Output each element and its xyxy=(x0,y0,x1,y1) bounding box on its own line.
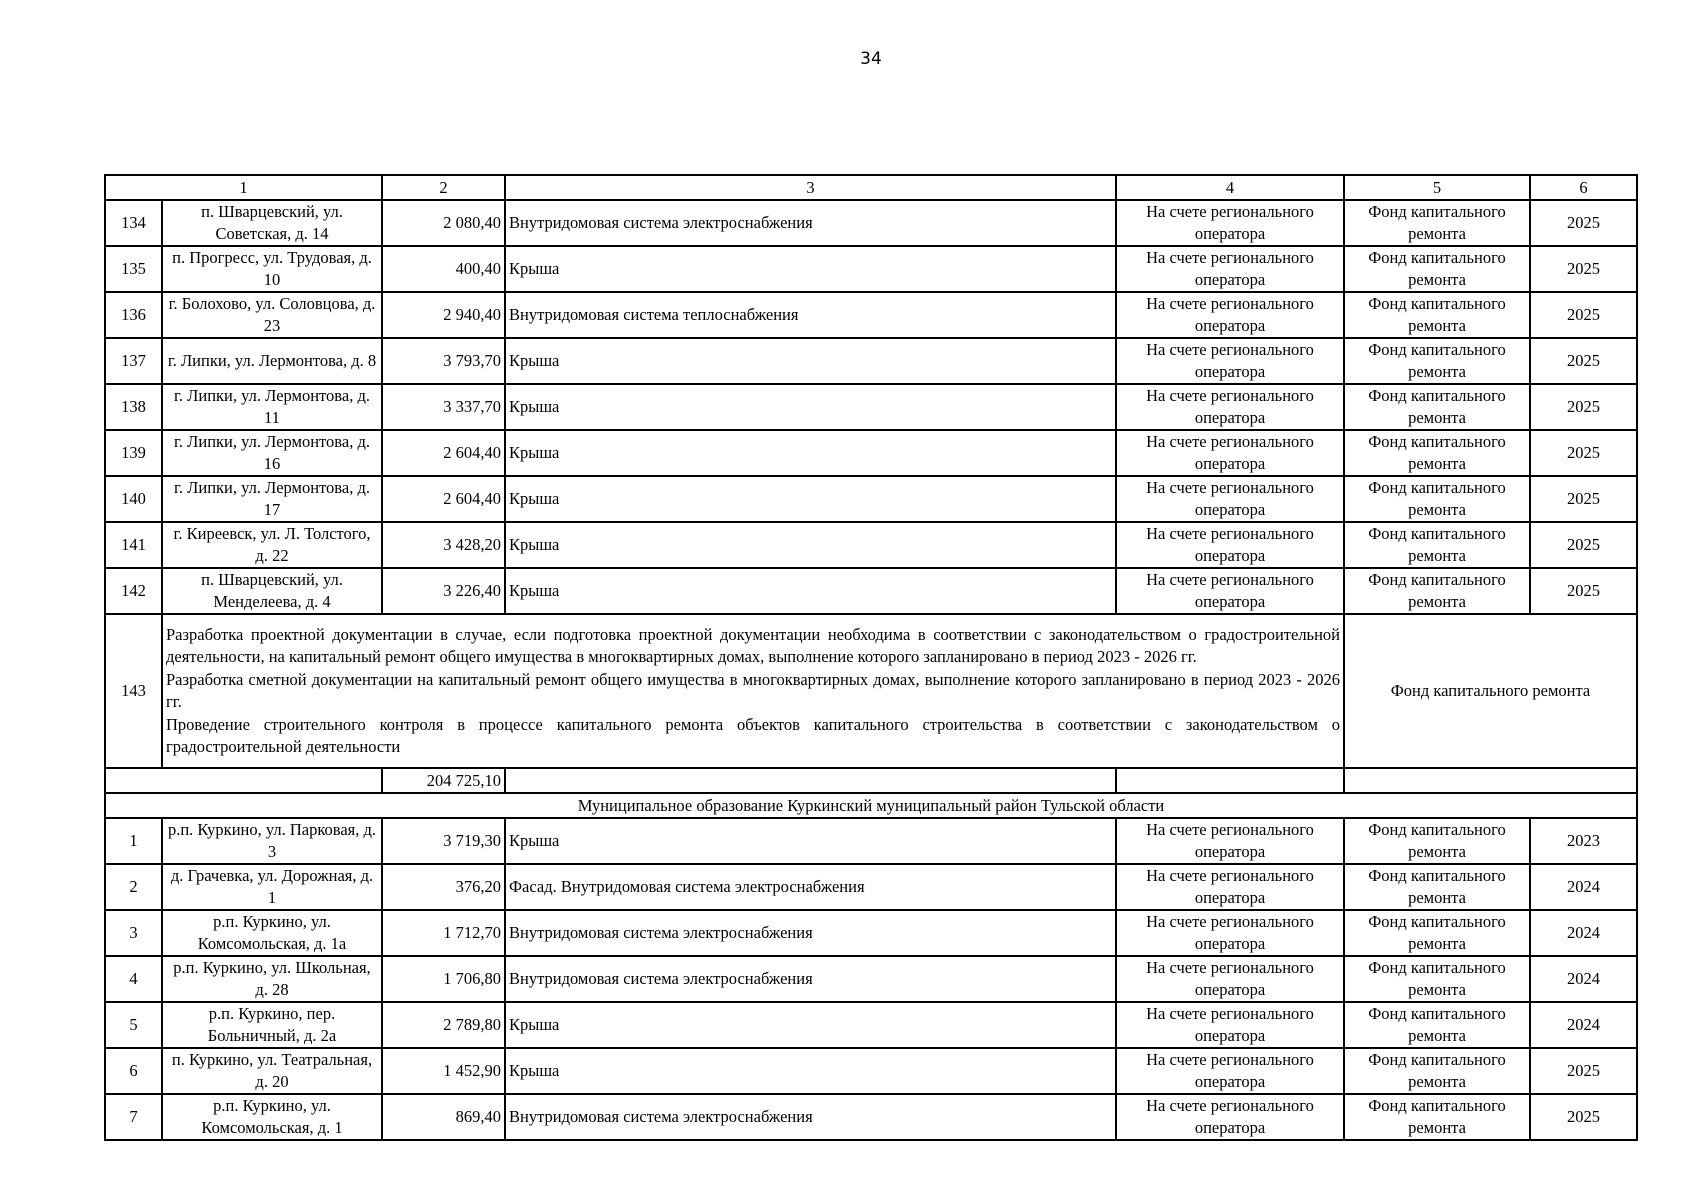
column-header: 6 xyxy=(1530,175,1637,200)
address-cell: р.п. Куркино, ул. Парковая, д. 3 xyxy=(162,818,382,864)
empty-cell xyxy=(105,768,382,793)
row-number-cell: 137 xyxy=(105,338,162,384)
column-header: 5 xyxy=(1344,175,1530,200)
column-header: 2 xyxy=(382,175,505,200)
area-cell: 3 226,40 xyxy=(382,568,505,614)
work-type-cell: Внутридомовая система электроснабжения xyxy=(505,200,1116,246)
funding-source-cell: Фонд капитального ремонта xyxy=(1344,1048,1530,1094)
column-header: 1 xyxy=(105,175,382,200)
account-cell: На счете регионального оператора xyxy=(1116,522,1344,568)
work-type-cell: Крыша xyxy=(505,1048,1116,1094)
account-cell: На счете регионального оператора xyxy=(1116,292,1344,338)
account-cell: На счете регионального оператора xyxy=(1116,1002,1344,1048)
year-cell: 2025 xyxy=(1530,384,1637,430)
table-row xyxy=(105,818,1637,864)
row-number-cell: 143 xyxy=(105,614,162,768)
address-cell: п. Шварцевский, ул. Менделеева, д. 4 xyxy=(162,568,382,614)
empty-cell xyxy=(1116,768,1344,793)
address-cell: р.п. Куркино, ул. Комсомольская, д. 1 xyxy=(162,1094,382,1140)
area-cell: 2 604,40 xyxy=(382,476,505,522)
row-number-cell: 3 xyxy=(105,910,162,956)
funding-source-cell: Фонд капитального ремонта xyxy=(1344,384,1530,430)
address-cell: г. Липки, ул. Лермонтова, д. 16 xyxy=(162,430,382,476)
area-cell: 3 719,30 xyxy=(382,818,505,864)
area-cell: 400,40 xyxy=(382,246,505,292)
address-cell: г. Киреевск, ул. Л. Толстого, д. 22 xyxy=(162,522,382,568)
account-cell: На счете регионального оператора xyxy=(1116,818,1344,864)
year-cell: 2025 xyxy=(1530,338,1637,384)
address-cell: д. Грачевка, ул. Дорожная, д. 1 xyxy=(162,864,382,910)
description-paragraph: Разработка сметной документации на капитальный ремонт общего имущества в многоквартирных домах, выполнение которого запланировано в период 2023 - 2026 гг. xyxy=(166,669,1340,711)
funding-source-cell: Фонд капитального ремонта xyxy=(1344,568,1530,614)
account-cell: На счете регионального оператора xyxy=(1116,910,1344,956)
column-header: 4 xyxy=(1116,175,1344,200)
row-number-cell: 1 xyxy=(105,818,162,864)
total-row xyxy=(105,768,1637,793)
funding-source-cell: Фонд капитального ремонта xyxy=(1344,246,1530,292)
funding-source-cell: Фонд капитального ремонта xyxy=(1344,338,1530,384)
funding-source-cell: Фонд капитального ремонта xyxy=(1344,200,1530,246)
funding-source-cell: Фонд капитального ремонта xyxy=(1344,818,1530,864)
table-row xyxy=(105,200,1637,246)
repair-schedule-table xyxy=(104,174,1638,1141)
account-cell: На счете регионального оператора xyxy=(1116,384,1344,430)
section-title: Муниципальное образование Куркинский муниципальный район Тульской области xyxy=(105,793,1637,818)
address-cell: р.п. Куркино, ул. Комсомольская, д. 1а xyxy=(162,910,382,956)
account-cell: На счете регионального оператора xyxy=(1116,476,1344,522)
year-cell: 2025 xyxy=(1530,568,1637,614)
year-cell: 2025 xyxy=(1530,292,1637,338)
account-cell: На счете регионального оператора xyxy=(1116,956,1344,1002)
work-type-cell: Крыша xyxy=(505,338,1116,384)
year-cell: 2024 xyxy=(1530,910,1637,956)
work-type-cell: Крыша xyxy=(505,430,1116,476)
year-cell: 2025 xyxy=(1530,476,1637,522)
work-type-cell: Внутридомовая система электроснабжения xyxy=(505,910,1116,956)
year-cell: 2024 xyxy=(1530,956,1637,1002)
year-cell: 2025 xyxy=(1530,522,1637,568)
work-type-cell: Внутридомовая система электроснабжения xyxy=(505,1094,1116,1140)
row-number-cell: 139 xyxy=(105,430,162,476)
table-row xyxy=(105,522,1637,568)
address-cell: г. Липки, ул. Лермонтова, д. 8 xyxy=(162,338,382,384)
area-cell: 1 706,80 xyxy=(382,956,505,1002)
funding-source-cell: Фонд капитального ремонта xyxy=(1344,864,1530,910)
address-cell: р.п. Куркино, пер. Больничный, д. 2а xyxy=(162,1002,382,1048)
area-cell: 869,40 xyxy=(382,1094,505,1140)
section-heading-row xyxy=(105,793,1637,818)
year-cell: 2023 xyxy=(1530,818,1637,864)
table-row xyxy=(105,910,1637,956)
work-type-cell: Крыша xyxy=(505,1002,1116,1048)
address-cell: п. Куркино, ул. Театральная, д. 20 xyxy=(162,1048,382,1094)
area-cell: 3 337,70 xyxy=(382,384,505,430)
area-cell: 2 940,40 xyxy=(382,292,505,338)
description-cell xyxy=(162,614,1344,768)
work-type-cell: Крыша xyxy=(505,522,1116,568)
area-cell: 376,20 xyxy=(382,864,505,910)
work-type-cell: Внутридомовая система теплоснабжения xyxy=(505,292,1116,338)
address-cell: п. Шварцевский, ул. Советская, д. 14 xyxy=(162,200,382,246)
work-type-cell: Крыша xyxy=(505,818,1116,864)
area-cell: 2 789,80 xyxy=(382,1002,505,1048)
address-cell: г. Липки, ул. Лермонтова, д. 17 xyxy=(162,476,382,522)
account-cell: На счете регионального оператора xyxy=(1116,1048,1344,1094)
area-cell: 2 080,40 xyxy=(382,200,505,246)
year-cell: 2025 xyxy=(1530,430,1637,476)
description-paragraph: Проведение строительного контроля в процессе капитального ремонта объектов капитального строительства в соответствии с законодательством о градостроительной деятельности xyxy=(166,714,1340,756)
funding-source-cell: Фонд капитального ремонта xyxy=(1344,614,1637,768)
table-row xyxy=(105,292,1637,338)
table-row xyxy=(105,864,1637,910)
year-cell: 2025 xyxy=(1530,200,1637,246)
account-cell: На счете регионального оператора xyxy=(1116,338,1344,384)
table-row xyxy=(105,338,1637,384)
year-cell: 2024 xyxy=(1530,1002,1637,1048)
address-cell: г. Болохово, ул. Соловцова, д. 23 xyxy=(162,292,382,338)
row-number-cell: 140 xyxy=(105,476,162,522)
row-number-cell: 142 xyxy=(105,568,162,614)
area-cell: 1 712,70 xyxy=(382,910,505,956)
page-number: 34 xyxy=(860,49,882,69)
row-number-cell: 5 xyxy=(105,1002,162,1048)
empty-cell xyxy=(505,768,1116,793)
work-type-cell: Крыша xyxy=(505,568,1116,614)
total-area-cell: 204 725,10 xyxy=(382,768,505,793)
funding-source-cell: Фонд капитального ремонта xyxy=(1344,956,1530,1002)
table-row xyxy=(105,246,1637,292)
work-type-cell: Крыша xyxy=(505,246,1116,292)
row-number-cell: 7 xyxy=(105,1094,162,1140)
table-row xyxy=(105,568,1637,614)
table-row xyxy=(105,1048,1637,1094)
account-cell: На счете регионального оператора xyxy=(1116,568,1344,614)
year-cell: 2025 xyxy=(1530,246,1637,292)
account-cell: На счете регионального оператора xyxy=(1116,200,1344,246)
table-row xyxy=(105,956,1637,1002)
account-cell: На счете регионального оператора xyxy=(1116,1094,1344,1140)
row-number-cell: 2 xyxy=(105,864,162,910)
description-paragraph: Разработка проектной документации в случае, если подготовка проектной документации необходима в соответствии с законодательством о градостроительной деятельности, на капитальный ремонт общего имущества в многоквартирных домах, выполнение которого запланировано в период 2023 - 2026 гг. xyxy=(166,624,1340,666)
year-cell: 2025 xyxy=(1530,1094,1637,1140)
table-row xyxy=(105,476,1637,522)
funding-source-cell: Фонд капитального ремонта xyxy=(1344,522,1530,568)
row-number-cell: 135 xyxy=(105,246,162,292)
empty-cell xyxy=(1344,768,1637,793)
funding-source-cell: Фонд капитального ремонта xyxy=(1344,1094,1530,1140)
table-row-design-docs xyxy=(105,614,1637,768)
address-cell: г. Липки, ул. Лермонтова, д. 11 xyxy=(162,384,382,430)
funding-source-cell: Фонд капитального ремонта xyxy=(1344,430,1530,476)
account-cell: На счете регионального оператора xyxy=(1116,430,1344,476)
table-row xyxy=(105,1002,1637,1048)
work-type-cell: Фасад. Внутридомовая система электроснабжения xyxy=(505,864,1116,910)
address-cell: п. Прогресс, ул. Трудовая, д. 10 xyxy=(162,246,382,292)
table-row xyxy=(105,384,1637,430)
year-cell: 2024 xyxy=(1530,864,1637,910)
area-cell: 1 452,90 xyxy=(382,1048,505,1094)
funding-source-cell: Фонд капитального ремонта xyxy=(1344,292,1530,338)
table-row xyxy=(105,1094,1637,1140)
column-header: 3 xyxy=(505,175,1116,200)
row-number-cell: 6 xyxy=(105,1048,162,1094)
table-row xyxy=(105,430,1637,476)
work-type-cell: Крыша xyxy=(505,476,1116,522)
row-number-cell: 138 xyxy=(105,384,162,430)
year-cell: 2025 xyxy=(1530,1048,1637,1094)
account-cell: На счете регионального оператора xyxy=(1116,864,1344,910)
account-cell: На счете регионального оператора xyxy=(1116,246,1344,292)
row-number-cell: 141 xyxy=(105,522,162,568)
area-cell: 3 793,70 xyxy=(382,338,505,384)
address-cell: р.п. Куркино, ул. Школьная, д. 28 xyxy=(162,956,382,1002)
area-cell: 3 428,20 xyxy=(382,522,505,568)
work-type-cell: Крыша xyxy=(505,384,1116,430)
funding-source-cell: Фонд капитального ремонта xyxy=(1344,1002,1530,1048)
work-type-cell: Внутридомовая система электроснабжения xyxy=(505,956,1116,1002)
funding-source-cell: Фонд капитального ремонта xyxy=(1344,476,1530,522)
row-number-cell: 134 xyxy=(105,200,162,246)
area-cell: 2 604,40 xyxy=(382,430,505,476)
row-number-cell: 136 xyxy=(105,292,162,338)
row-number-cell: 4 xyxy=(105,956,162,1002)
column-number-row xyxy=(105,175,1637,200)
funding-source-cell: Фонд капитального ремонта xyxy=(1344,910,1530,956)
